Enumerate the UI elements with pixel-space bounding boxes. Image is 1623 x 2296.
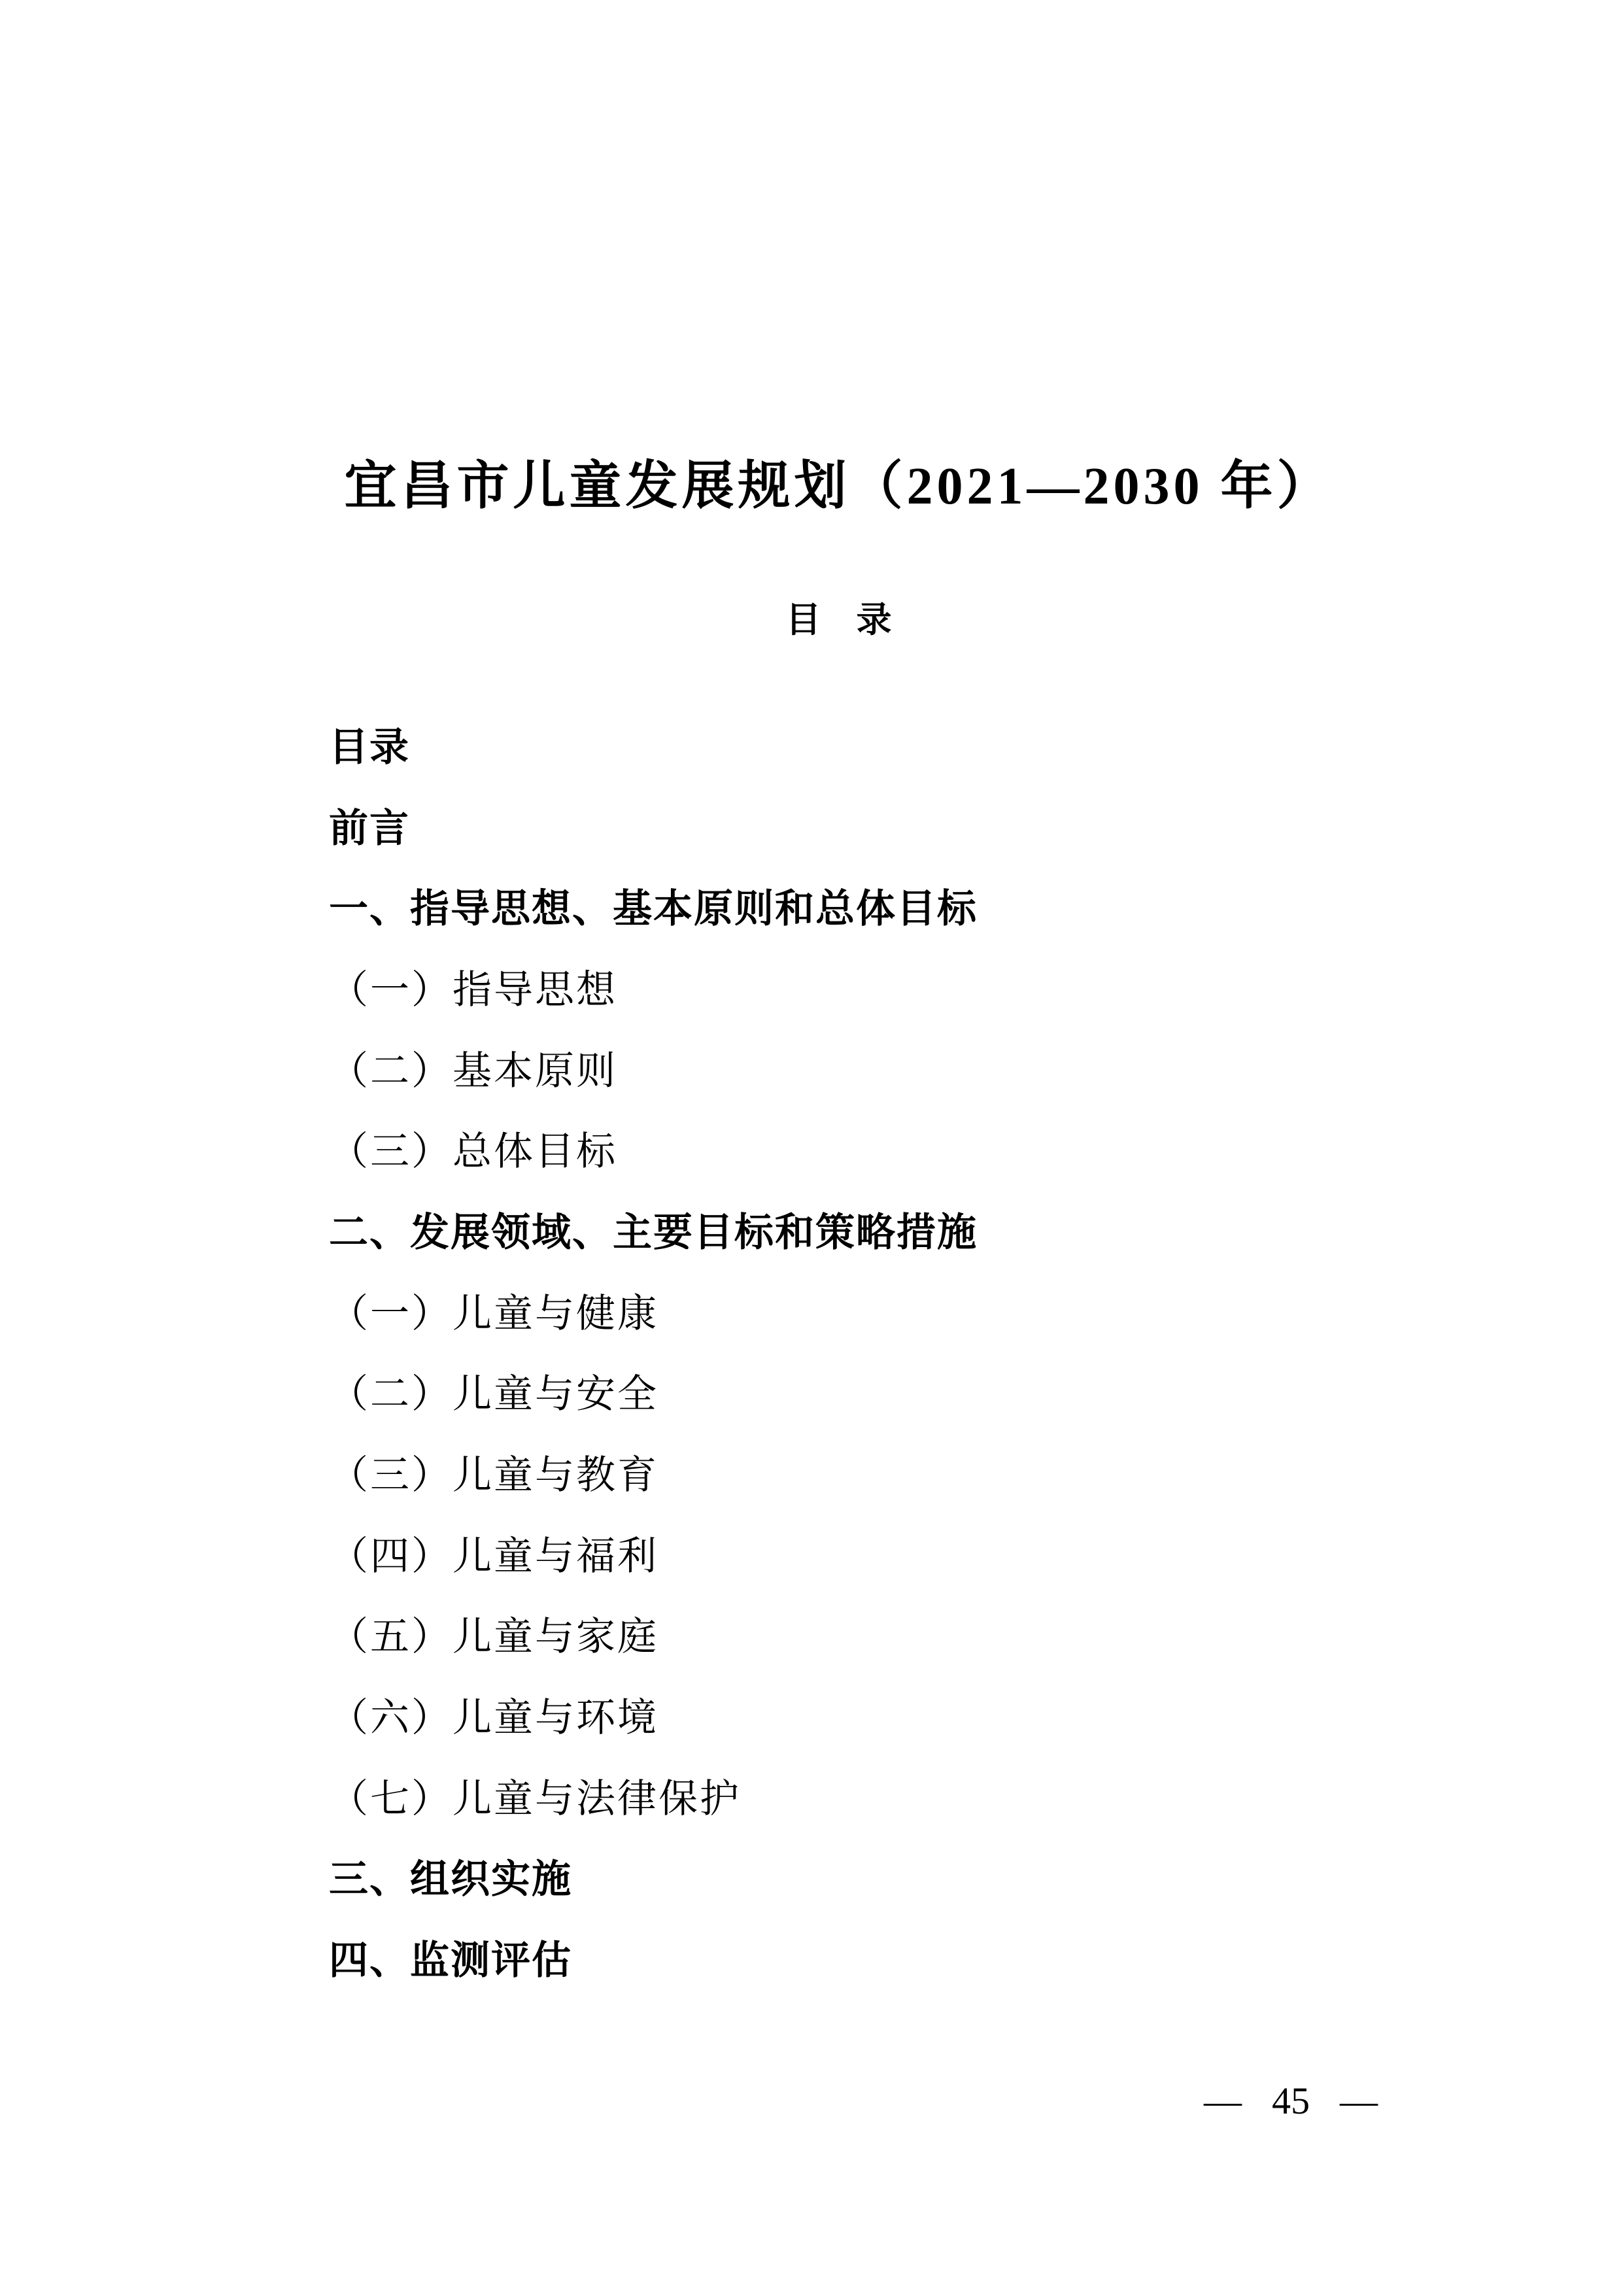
toc-item-qianyan: 前言 [329,806,410,850]
toc-item-1-2: （二）基本原则 [329,1049,617,1093]
page-number-right-dash: — [1340,2080,1378,2122]
toc-item-section-4: 四、监测评估 [329,1938,572,1983]
toc-item-2-2: （二）儿童与安全 [329,1373,658,1416]
toc-item-2-7: （七）儿童与法律保护 [329,1777,741,1821]
toc-item-2-6: （六）儿童与环境 [329,1696,658,1740]
page-number-left-dash: — [1204,2080,1242,2122]
document-title: 宜昌市儿童发展规划（2021—2030 年） [344,458,1333,515]
toc-item-section-3: 三、组织实施 [329,1857,572,1902]
toc-item-2-1: （一）儿童与健康 [329,1292,658,1335]
toc-heading: 目 录 [785,600,892,640]
toc-item-1-1: （一）指导思想 [329,968,617,1012]
toc-item-2-5: （五）儿童与家庭 [329,1615,658,1659]
page-number-value: 45 [1272,2080,1310,2122]
toc-item-section-1: 一、指导思想、基本原则和总体目标 [329,887,978,931]
toc-item-2-3: （三）儿童与教育 [329,1454,658,1498]
toc-item-mulu: 目录 [329,725,410,769]
toc-item-2-4: （四）儿童与福利 [329,1534,658,1578]
toc-list [329,704,1427,1998]
toc-item-section-2: 二、发展领域、主要目标和策略措施 [329,1210,978,1254]
page-number [1204,2078,1378,2124]
toc-item-1-3: （三）总体目标 [329,1130,617,1174]
